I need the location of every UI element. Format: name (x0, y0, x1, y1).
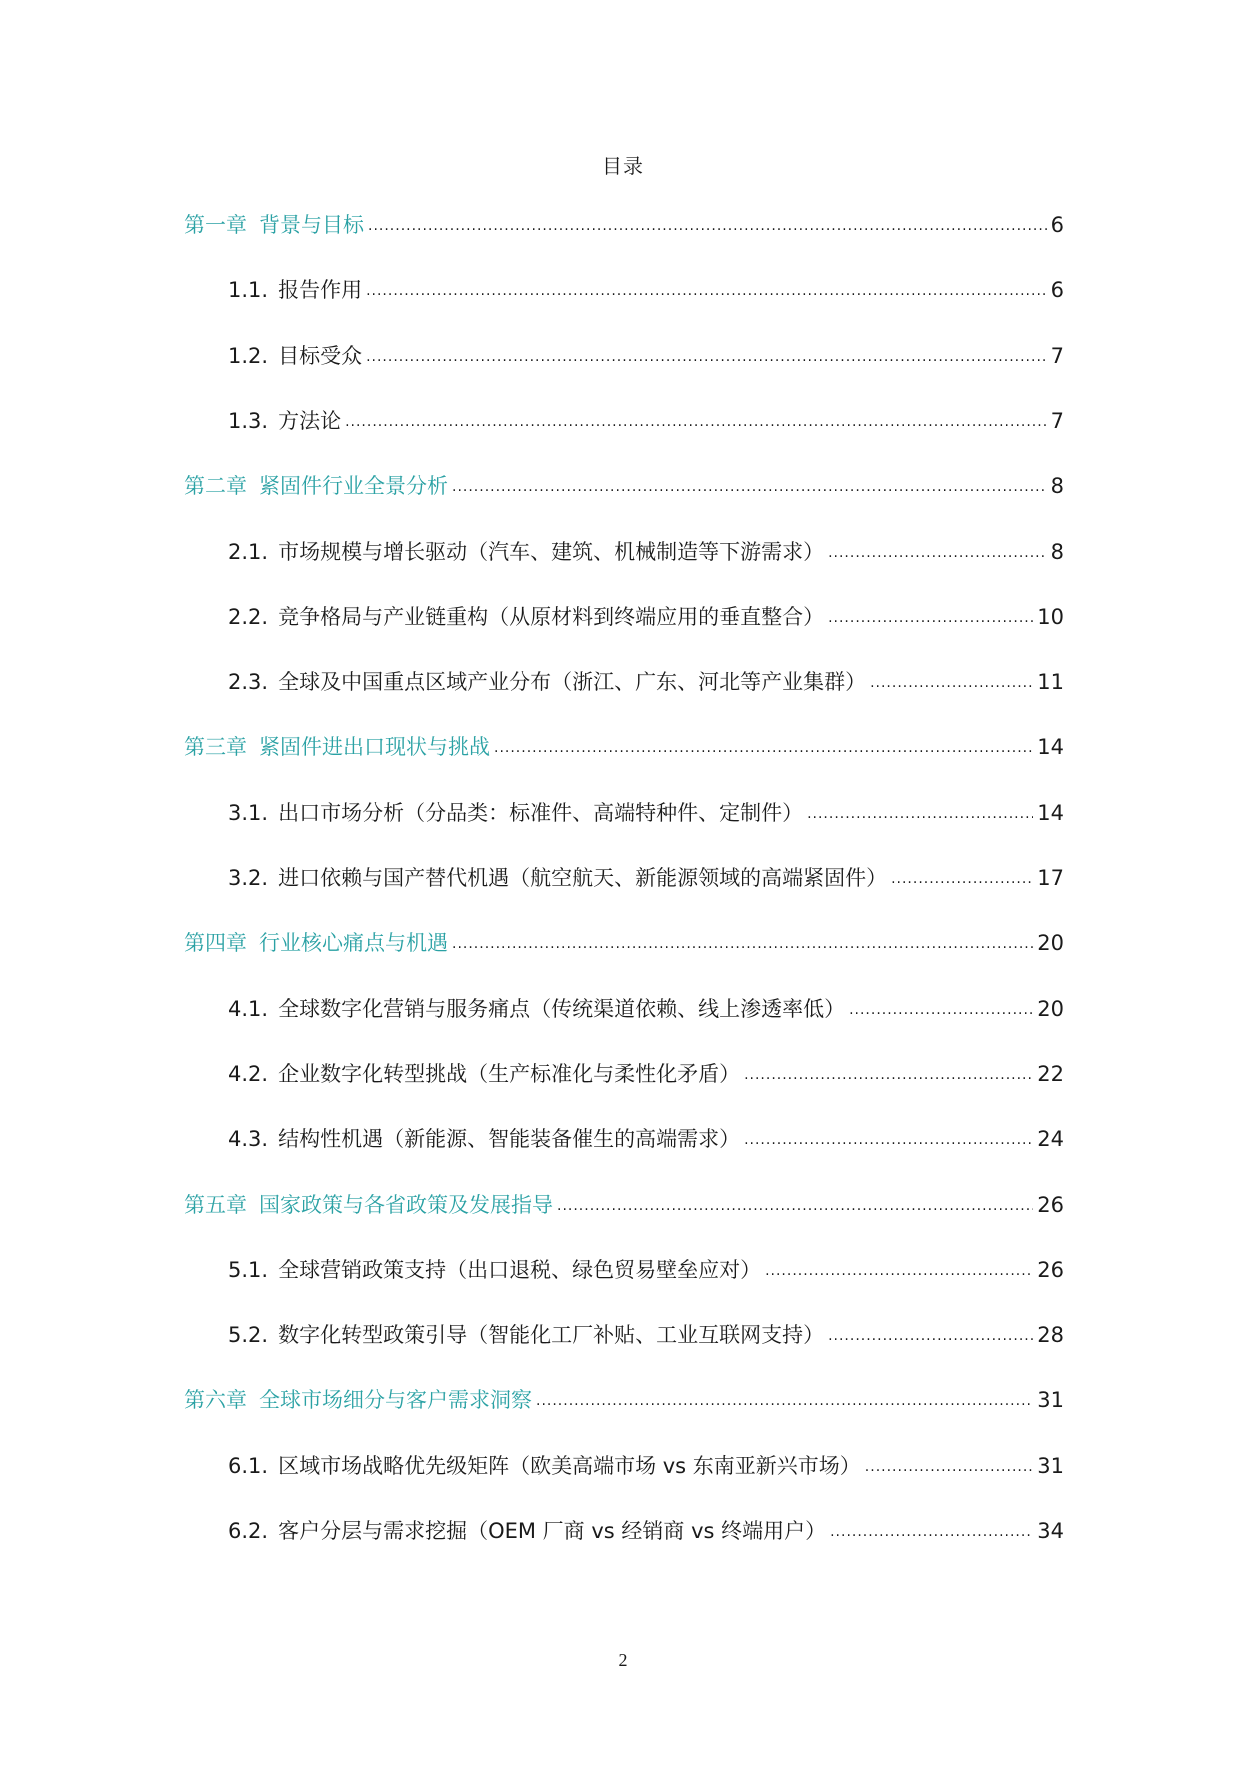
toc-section-entry[interactable] (228, 1450, 1064, 1482)
toc-entry-number: 5.2. (228, 1323, 269, 1347)
toc-dot-leader (828, 602, 1033, 634)
toc-entry-page-number: 20 (1037, 931, 1064, 955)
toc-entry-number: 3.1. (228, 801, 269, 825)
toc-entry-label: 方法论 (278, 409, 342, 433)
toc-dot-leader (744, 1059, 1033, 1091)
toc-dot-leader (452, 928, 1033, 960)
toc-chapter-entry[interactable] (184, 1384, 1064, 1416)
toc-entry-page-number: 6 (1050, 213, 1064, 237)
toc-entry-page-number: 34 (1037, 1519, 1064, 1543)
toc-section-entry[interactable] (228, 1319, 1064, 1351)
toc-entry-page-number: 22 (1037, 1062, 1064, 1086)
toc-entry-number: 第一章 (184, 213, 247, 237)
toc-section-entry[interactable] (228, 405, 1064, 437)
toc-section-entry[interactable] (228, 274, 1064, 306)
toc-entry-page-number: 8 (1050, 540, 1064, 564)
toc-chapter-entry[interactable] (184, 731, 1064, 763)
toc-dot-leader (807, 798, 1033, 830)
toc-title: 目录 (602, 154, 644, 178)
toc-entry-page-number: 10 (1037, 605, 1064, 629)
toc-dot-leader (828, 537, 1047, 569)
toc-section-entry[interactable] (228, 1515, 1064, 1547)
toc-entry-label: 报告作用 (278, 278, 363, 302)
toc-dot-leader (830, 1516, 1033, 1548)
toc-entry-label: 企业数字化转型挑战（生产标准化与柔性化矛盾） (278, 1062, 741, 1086)
toc-entry-number: 2.2. (228, 605, 269, 629)
toc-entry-page-number: 14 (1037, 735, 1064, 759)
toc-entry-label: 客户分层与需求挖掘（OEM 厂商 vs 经销商 vs 终端用户） (278, 1519, 827, 1543)
toc-dot-leader (494, 732, 1033, 764)
toc-entry-page-number: 11 (1037, 670, 1064, 694)
toc-entry-number: 6.2. (228, 1519, 269, 1543)
toc-entry-number: 4.3. (228, 1127, 269, 1151)
toc-dot-leader (870, 667, 1033, 699)
toc-dot-leader (557, 1190, 1033, 1222)
toc-entry-number: 第四章 (184, 931, 247, 955)
toc-dot-leader (536, 1385, 1033, 1417)
toc-section-entry[interactable] (228, 993, 1064, 1025)
toc-entry-label: 国家政策与各省政策及发展指导 (259, 1193, 553, 1217)
toc-entry-page-number: 6 (1050, 278, 1064, 302)
toc-entry-label: 数字化转型政策引导（智能化工厂补贴、工业互联网支持） (278, 1323, 825, 1347)
toc-entry-page-number: 14 (1037, 801, 1064, 825)
toc-dot-leader (452, 471, 1047, 503)
toc-entry-label: 目标受众 (278, 344, 363, 368)
toc-entry-number: 1.1. (228, 278, 269, 302)
toc-entry-number: 1.2. (228, 344, 269, 368)
toc-entry-label: 背景与目标 (259, 213, 364, 237)
toc-section-entry[interactable] (228, 340, 1064, 372)
toc-section-entry[interactable] (228, 536, 1064, 568)
toc-entry-number: 1.3. (228, 409, 269, 433)
page-number: 2 (618, 1650, 628, 1670)
toc-chapter-entry[interactable] (184, 1189, 1064, 1221)
toc-entry-number: 2.3. (228, 670, 269, 694)
toc-entry-label: 行业核心痛点与机遇 (259, 931, 448, 955)
toc-section-entry[interactable] (228, 862, 1064, 894)
toc-section-entry[interactable] (228, 797, 1064, 829)
toc-entry-label: 全球数字化营销与服务痛点（传统渠道依赖、线上渗透率低） (278, 997, 846, 1021)
toc-entry-page-number: 28 (1037, 1323, 1064, 1347)
toc-dot-leader (368, 210, 1047, 242)
toc-section-entry[interactable] (228, 1123, 1064, 1155)
toc-entry-page-number: 24 (1037, 1127, 1064, 1151)
toc-section-entry[interactable] (228, 666, 1064, 698)
toc-entry-label: 全球营销政策支持（出口退税、绿色贸易壁垒应对） (278, 1258, 762, 1282)
toc-entry-page-number: 26 (1037, 1193, 1064, 1217)
toc-entry-label: 全球市场细分与客户需求洞察 (259, 1388, 532, 1412)
toc-entry-label: 紧固件进出口现状与挑战 (259, 735, 490, 759)
toc-entry-label: 全球及中国重点区域产业分布（浙江、广东、河北等产业集群） (278, 670, 867, 694)
toc-entry-number: 第五章 (184, 1193, 247, 1217)
toc-entry-number: 第二章 (184, 474, 247, 498)
toc-section-entry[interactable] (228, 601, 1064, 633)
toc-section-entry[interactable] (228, 1058, 1064, 1090)
toc-entry-page-number: 20 (1037, 997, 1064, 1021)
toc-entry-label: 紧固件行业全景分析 (259, 474, 448, 498)
toc-entry-number: 第六章 (184, 1388, 247, 1412)
toc-chapter-entry[interactable] (184, 927, 1064, 959)
toc-entry-number: 4.1. (228, 997, 269, 1021)
toc-entry-page-number: 31 (1037, 1388, 1064, 1412)
toc-dot-leader (891, 863, 1033, 895)
toc-entry-number: 6.1. (228, 1454, 269, 1478)
toc-section-entry[interactable] (228, 1254, 1064, 1286)
toc-entry-label: 出口市场分析（分品类：标准件、高端特种件、定制件） (278, 801, 804, 825)
toc-entry-number: 第三章 (184, 735, 247, 759)
toc-dot-leader (744, 1124, 1033, 1156)
toc-entry-number: 4.2. (228, 1062, 269, 1086)
toc-chapter-entry[interactable] (184, 470, 1064, 502)
toc-dot-leader (366, 341, 1047, 373)
toc-dot-leader (828, 1320, 1033, 1352)
toc-entry-label: 进口依赖与国产替代机遇（航空航天、新能源领域的高端紧固件） (278, 866, 888, 890)
toc-entry-number: 2.1. (228, 540, 269, 564)
toc-entry-page-number: 31 (1037, 1454, 1064, 1478)
toc-entry-number: 3.2. (228, 866, 269, 890)
toc-entry-label: 市场规模与增长驱动（汽车、建筑、机械制造等下游需求） (278, 540, 825, 564)
toc-entry-page-number: 26 (1037, 1258, 1064, 1282)
toc-entry-label: 竞争格局与产业链重构（从原材料到终端应用的垂直整合） (278, 605, 825, 629)
toc-dot-leader (345, 406, 1047, 438)
toc-chapter-entry[interactable] (184, 209, 1064, 241)
toc-entry-page-number: 7 (1050, 344, 1064, 368)
toc-entry-page-number: 8 (1050, 474, 1064, 498)
toc-entry-label: 区域市场战略优先级矩阵（欧美高端市场 vs 东南亚新兴市场） (278, 1454, 861, 1478)
toc-entry-page-number: 7 (1050, 409, 1064, 433)
toc-dot-leader (765, 1255, 1033, 1287)
toc-entry-number: 5.1. (228, 1258, 269, 1282)
toc-dot-leader (366, 275, 1047, 307)
toc-dot-leader (849, 994, 1033, 1026)
toc-dot-leader (865, 1451, 1033, 1483)
toc-entry-page-number: 17 (1037, 866, 1064, 890)
toc-entry-label: 结构性机遇（新能源、智能装备催生的高端需求） (278, 1127, 741, 1151)
